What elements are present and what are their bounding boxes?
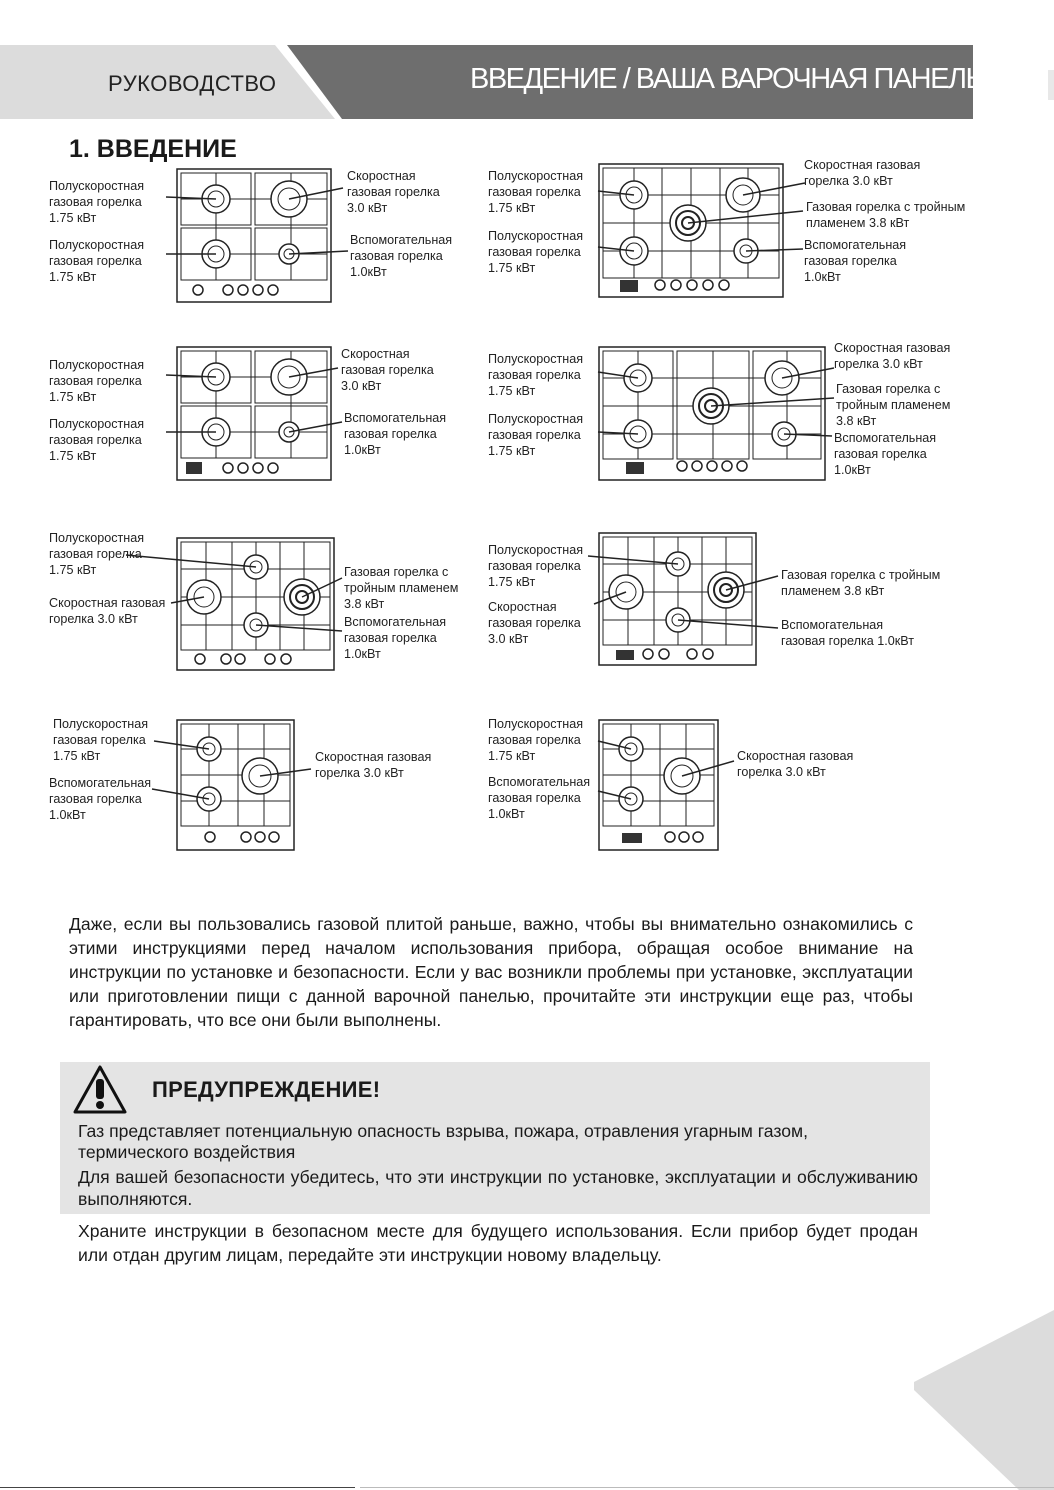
edge-mark (1048, 70, 1054, 100)
label-auxiliary: Вспомогательная газовая горелка 1.0кВт (488, 775, 591, 821)
label-semi-rapid-1: Полускоростная газовая горелка 1.75 кВт (49, 358, 145, 404)
hob-diagram-8 (598, 719, 719, 852)
footer-rule-light (360, 1487, 1054, 1488)
warning-text-2: Для вашей безопасности убедитесь, что эти инструкции по установке, эксплуатации и обслуживанию выполняются. (78, 1167, 918, 1209)
hob-diagram-2 (598, 163, 784, 299)
hob-diagram-3 (176, 346, 332, 482)
label-semi-rapid: Полускоростная газовая горелка 1.75 кВт (53, 717, 149, 763)
hob-diagram-4 (598, 346, 826, 482)
label-semi-rapid-1: Полускоростная газовая горелка 1.75 кВт (488, 169, 584, 215)
header-left-title: РУКОВОДСТВО (108, 71, 277, 96)
header-right-title: ВВЕДЕНИЕ / ВАША ВАРОЧНАЯ ПАНЕЛЬ (470, 63, 984, 95)
label-semi-rapid-1: Полускоростная газовая горелка 1.75 кВт (49, 179, 145, 225)
label-semi-rapid: Полускоростная газовая горелка 1.75 кВт (488, 717, 584, 763)
label-triple-crown: Газовая горелка с тройным пламенем 3.8 кВт (781, 568, 941, 598)
label-semi-rapid-2: Полускоростная газовая горелка 1.75 кВт (488, 412, 584, 458)
footer-rule (0, 1487, 355, 1488)
hob-diagram-1 (176, 168, 332, 304)
intro-paragraph: Даже, если вы пользовались газовой плитой раньше, важно, чтобы вы внимательно ознакомились с этими инструкциями перед началом использования прибора, обращая особое внимание на инструкции по установке и безопасности. Если у вас возникли проблемы при установке, эксплуатации или приготовлении пищи с данной варочной панелью, прочитайте эти инструкции еще раз, чтобы гарантировать, что все они были выполнены. (69, 914, 913, 1030)
label-semi-rapid-2: Полускоростная газовая горелка 1.75 кВт (49, 238, 145, 284)
label-rapid: Скоростная газовая горелка 3.0 кВт (834, 341, 951, 371)
warning-triangle-icon (72, 1064, 128, 1116)
label-triple-crown: Газовая горелка с тройным пламенем 3.8 кВт (344, 565, 459, 611)
label-auxiliary: Вспомогательная газовая горелка 1.0кВт (804, 238, 907, 284)
closing-paragraph: Храните инструкции в безопасном месте для будущего использования. Если прибор будет продан или отдан другим лицам, передайте эти инструкции новому владельцу. (78, 1221, 918, 1265)
hob-diagram-6 (598, 532, 757, 667)
label-rapid: Скоростная газовая горелка 3.0 кВт (804, 158, 921, 188)
warning-text-1: Газ представляет потенциальную опасность взрыва, пожара, отравления угарным газом, термического воздействия (78, 1121, 809, 1162)
label-auxiliary: Вспомогательная газовая горелка 1.0кВт (344, 615, 447, 661)
label-auxiliary: Вспомогательная газовая горелка 1.0кВт (781, 618, 915, 648)
label-rapid: Скоростная газовая горелка 3.0 кВт (347, 169, 440, 215)
hob-diagram-7 (176, 719, 295, 852)
label-semi-rapid-2: Полускоростная газовая горелка 1.75 кВт (488, 229, 584, 275)
corner-decoration (914, 1260, 1054, 1490)
label-auxiliary: Вспомогательная газовая горелка 1.0кВт (834, 431, 937, 477)
label-auxiliary: Вспомогательная газовая горелка 1.0кВт (344, 411, 447, 457)
warning-title: ПРЕДУПРЕЖДЕНИЕ! (152, 1077, 381, 1102)
label-semi-rapid-2: Полускоростная газовая горелка 1.75 кВт (49, 417, 145, 463)
label-triple-crown: Газовая горелка с тройным пламенем 3.8 кВт (806, 200, 966, 230)
label-semi-rapid: Полускоростная газовая горелка 1.75 кВт (49, 531, 145, 577)
label-rapid: Скоростная газовая горелка 3.0 кВт (315, 750, 432, 780)
label-semi-rapid-1: Полускоростная газовая горелка 1.75 кВт (488, 352, 584, 398)
hob-diagram-5 (176, 537, 335, 672)
section-title: 1. ВВЕДЕНИЕ (69, 135, 237, 163)
label-rapid: Скоростная газовая горелка 3.0 кВт (341, 347, 434, 393)
label-semi-rapid: Полускоростная газовая горелка 1.75 кВт (488, 543, 584, 589)
label-auxiliary: Вспомогательная газовая горелка 1.0кВт (350, 233, 453, 279)
label-rapid: Скоростная газовая горелка 3.0 кВт (49, 596, 166, 626)
label-auxiliary: Вспомогательная газовая горелка 1.0кВт (49, 776, 152, 822)
label-triple-crown: Газовая горелка с тройным пламенем 3.8 кВт (836, 382, 951, 428)
label-rapid: Скоростная газовая горелка 3.0 кВт (488, 600, 581, 646)
label-rapid: Скоростная газовая горелка 3.0 кВт (737, 749, 854, 779)
